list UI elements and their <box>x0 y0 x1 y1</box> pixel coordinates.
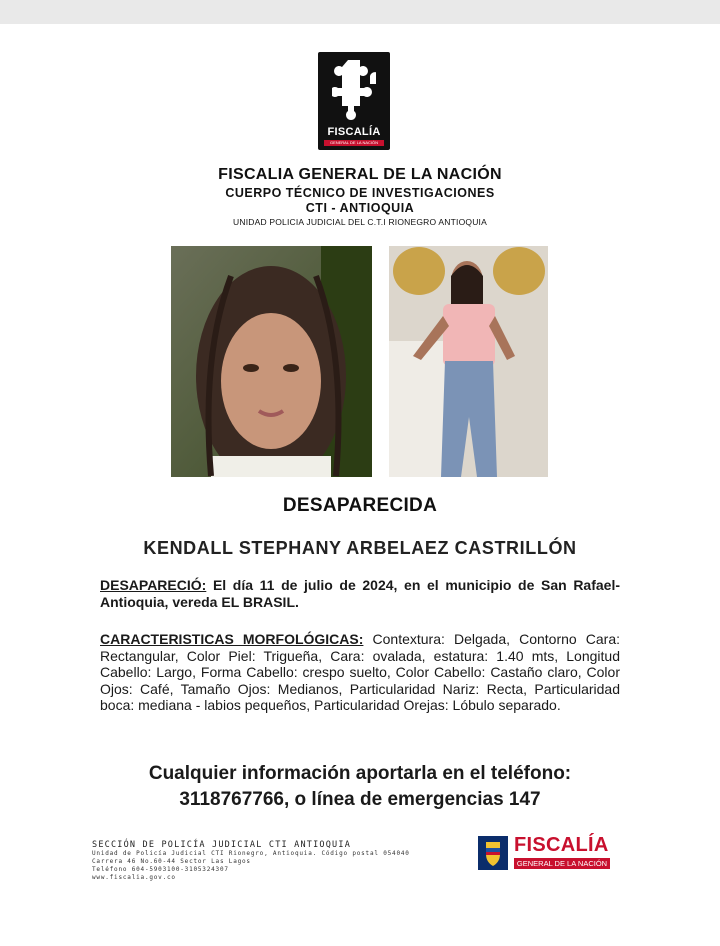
person-name: KENDALL STEPHANY ARBELAEZ CASTRILLÓN <box>143 538 577 558</box>
footer-section: SECCIÓN DE POLICÍA JUDICIAL CTI ANTIOQUIA <box>92 840 352 850</box>
footer-line-1: Unidad de Policía Judicial CTI Rionegro, Antioquia. Código postal 054040 <box>92 850 410 857</box>
traits-text: Contextura: Delgada, Contorno Cara: Rectangular, Color Piel: Trigueña, Cara: ovalada, estatura: 1.40 mts, Longitud Cabello: Largo, Forma Cabello: crespo suelto, Color Cabello: Castaño claro, Color Ojos: Café, Tamaño Ojos: Medianos, Particularidad Nariz: Recta, Particularidad boca: mediana - labios pequeños, Particularidad Orejas: Lóbulo separado. <box>100 631 620 713</box>
status-title: DESAPARECIDA <box>282 495 438 516</box>
traits-label: CARACTERISTICAS MORFOLÓGICAS: <box>100 631 364 647</box>
full-body-photo <box>389 246 548 477</box>
header-line-1: FISCALIA GENERAL DE LA NACIÓN <box>218 166 502 183</box>
puzzle-piece-icon <box>332 60 376 122</box>
logo-subtitle: GENERAL DE LA NACIÓN <box>324 140 384 146</box>
footer-logo-subtitle: GENERAL DE LA NACIÓN <box>514 858 610 869</box>
contact-line-2: 3118767766, o línea de emergencias 147 <box>179 789 541 810</box>
footer-line-4: www.fiscalia.gov.co <box>92 874 176 881</box>
logo-word: FISCALÍA <box>327 126 381 138</box>
missing-person-poster <box>0 24 720 946</box>
disappearance-label: DESAPARECIÓ: <box>100 577 207 593</box>
header-line-4: UNIDAD POLICIA JUDICIAL DEL C.T.I RIONEGRO ANTIOQUIA <box>233 217 487 227</box>
disappearance-paragraph <box>100 577 620 610</box>
header-line-3: CTI - ANTIOQUIA <box>305 201 415 215</box>
contact-line-1: Cualquier información aportarla en el teléfono: <box>148 763 572 784</box>
footer-address <box>92 840 410 882</box>
fiscalia-footer-logo <box>478 836 618 872</box>
footer-line-3: Teléfono 604-5903100-3105324307 <box>92 866 229 873</box>
portrait-photo <box>171 246 372 477</box>
coat-of-arms-icon <box>478 836 508 870</box>
disappearance-text: El día 11 de julio de 2024, en el municipio de San Rafael-Antioquia, vereda EL BRASIL. <box>100 577 620 610</box>
traits-paragraph <box>100 631 620 714</box>
footer-logo-word: FISCALÍA <box>514 834 609 856</box>
header-line-2: CUERPO TÉCNICO DE INVESTIGACIONES <box>225 186 495 200</box>
footer-line-2: Carrera 46 No.60-44 Sector Las Lagos <box>92 858 251 865</box>
fiscalia-logo <box>318 52 390 150</box>
